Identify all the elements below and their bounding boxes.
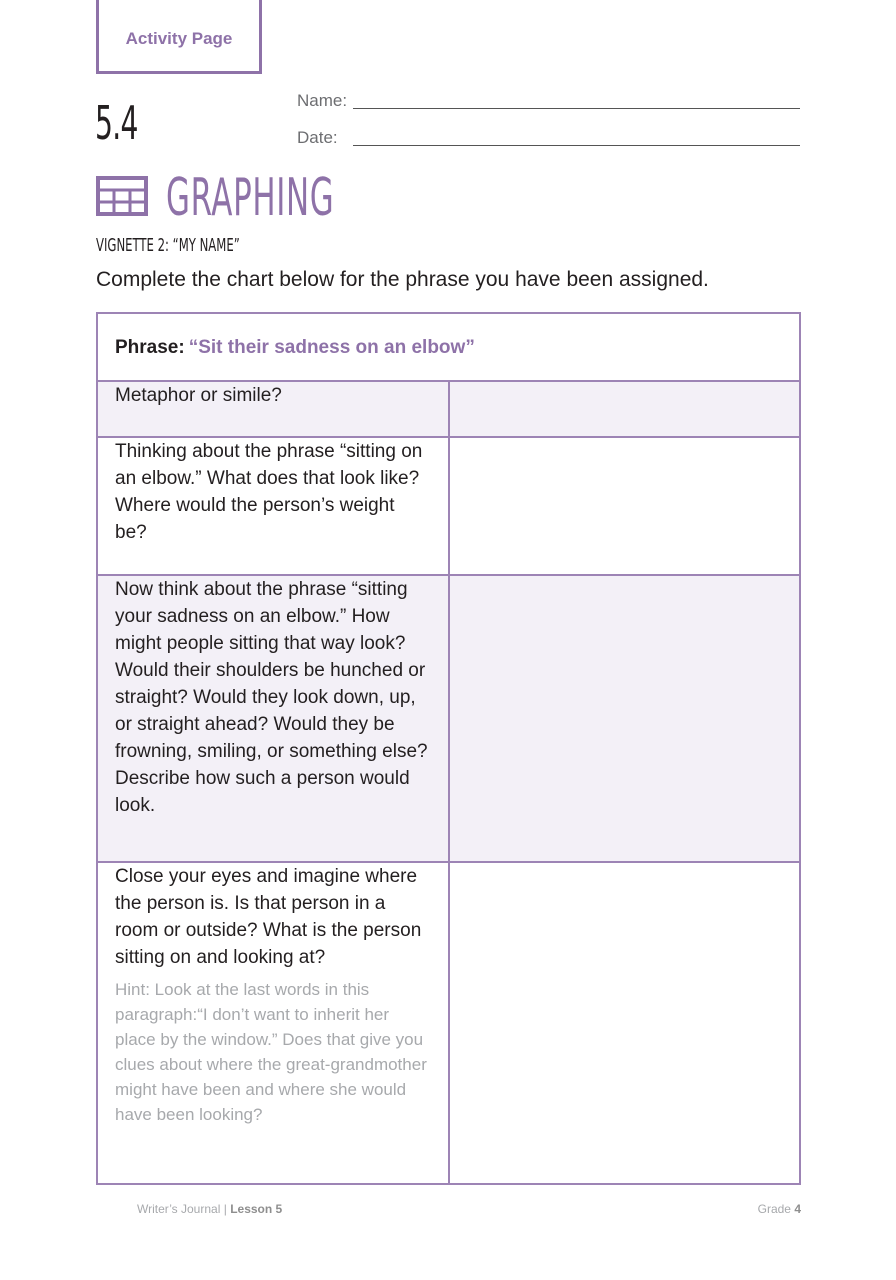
date-label: Date: [297, 128, 338, 147]
footer-right [758, 1202, 801, 1216]
answer-cell[interactable] [449, 862, 800, 1184]
footer-journal: Writer’s Journal [137, 1202, 221, 1216]
question-cell: Metaphor or simile? [97, 381, 449, 437]
table-row [97, 575, 800, 862]
answer-cell[interactable] [449, 575, 800, 862]
question-cell [97, 862, 449, 1184]
phrase-label: Phrase: [115, 336, 185, 358]
footer-separator: | [223, 1202, 227, 1216]
activity-page-tab [96, 0, 262, 74]
instructions: Complete the chart below for the phrase you have been assigned. [96, 268, 709, 291]
date-field[interactable] [297, 128, 353, 148]
footer-grade-label: Grade [757, 1202, 791, 1216]
grid-icon [96, 176, 148, 216]
page-number: 5.4 [95, 96, 138, 150]
phrase-row [97, 313, 800, 381]
phrase-value: “Sit their sadness on an elbow” [188, 336, 475, 358]
hint-text: Hint: Look at the last words in this paragraph:“I don’t want to inherit her place by the window.” Does that give you clues about where the great-grandmother might have been and where she would have been looking? [115, 980, 427, 1124]
question-text: Close your eyes and imagine where the person is. Is that person in a room or outside? What is the person sitting on and looking at? [115, 866, 422, 968]
answer-cell[interactable] [449, 381, 800, 437]
question-cell: Now think about the phrase “sitting your sadness on an elbow.” How might people sitting that way look? Would their shoulders be hunched or straight? Would they look down, up, or straight ahead? Would they be frowning, smiling, or something else? Describe how such a person would look. [97, 575, 449, 862]
table-row [97, 437, 800, 575]
footer-grade-value: 4 [794, 1202, 801, 1216]
table-row [97, 381, 800, 437]
answer-cell[interactable] [449, 437, 800, 575]
subtitle: VIGNETTE 2: “MY NAME” [96, 235, 240, 256]
footer-lesson: Lesson 5 [230, 1202, 283, 1216]
date-line[interactable] [353, 145, 800, 146]
name-label: Name: [297, 91, 348, 110]
name-line[interactable] [353, 108, 800, 109]
phrase-cell [97, 313, 800, 381]
table-row [97, 862, 800, 1184]
footer-left [137, 1202, 282, 1216]
name-field[interactable] [297, 91, 353, 111]
phrase-chart [96, 312, 801, 1185]
question-cell: Thinking about the phrase “sitting on an elbow.” What does that look like? Where would the person’s weight be? [97, 437, 449, 575]
activity-page-label: Activity Page [125, 29, 233, 48]
page-title: GRAPHING [166, 168, 335, 228]
